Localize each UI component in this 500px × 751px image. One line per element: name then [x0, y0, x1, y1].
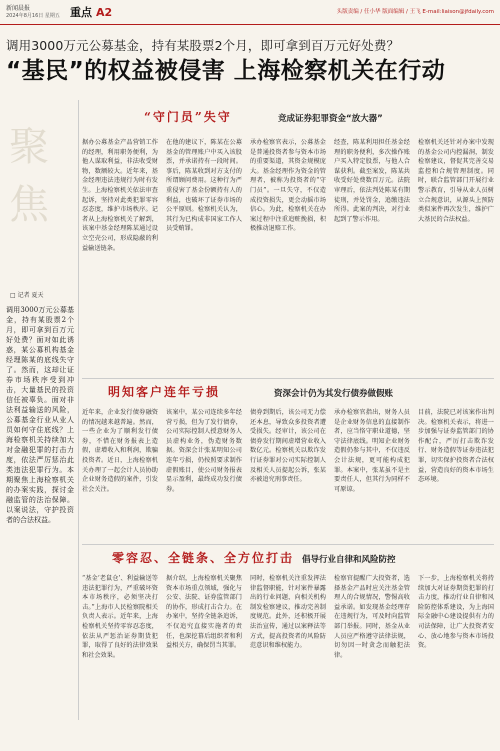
section-subtitle: 倡导行业自律和风险防控 [302, 555, 396, 565]
text-column: 在他的建议下，陈某在公募基金的管理账户中买入该股票，并承诺持有一段时间。事后，陈某收到对方支付的所谓顾问费用。这种行为严重侵害了基金份额持有人的利益，也破坏了证券市场的公平原则。检察机关认为，其行为已构成非国家工作人员受贿罪。 [166, 139, 242, 233]
text-column: 检察官提醒广大投资者，选择基金产品时应关注基金管理人的合规情况，警惕高收益承诺。如发现基金经理存在违规行为，可及时向监管部门举报。同时，基金从业人员应严格遵守法律法规，切勿因一时贪念而触犯法律。 [334, 575, 410, 659]
issue-date: 2024年8月16日 星期五 [6, 13, 60, 19]
column-divider [78, 100, 79, 720]
text-column: 承办检察官指出，财务人员是企业财务信息的直接制作者，应当恪守职业道德，坚守法律底线。明知企业财务造假仍参与其中，不仅违反会计法规，更可能构成犯罪。本案中，张某虽不是主要责任人，但其行为同样不可原谅。 [334, 409, 410, 493]
page-header [0, 0, 500, 25]
article-title: “基民”的权益被侵害 上海检察机关在行动 [6, 58, 446, 84]
text-column: 同时，检察机关注重发挥法律监督职能，针对案件暴露出的行业问题，向相关机构制发检察建议，推动完善制度规范。此外，还积极开展法治宣传，通过以案释法等方式，提高投资者的风险防范意识和维权能力。 [250, 575, 326, 650]
text-column: 近年来，企业发行债券融资的情况越来越普遍。然而，一些企业为了顺利发行债券，不惜在财务报表上造假，虚增收入和利润，欺骗投资者。近日，上海检察机关办理了一起会计人员协助企业财务造假的案件，引发社会关注。 [82, 409, 158, 493]
text-column: 债券到期后，该公司无力偿还本息，导致众多投资者遭受损失。经审计，该公司在债券发行期间虚增营业收入数亿元。检察机关以欺诈发行证券罪对公司实际控制人及相关人员提起公诉，张某亦被追究刑事责任。 [250, 409, 326, 484]
byline: □ 记者 夏天 [10, 292, 44, 299]
section-body-2 [82, 408, 494, 538]
section-subtitle: 竞成证券犯罪资金“放大器” [278, 114, 383, 124]
section-band-3 [82, 544, 494, 567]
section-body-3 [82, 574, 494, 744]
text-column: 下一步，上海检察机关将持续加大对证券期货犯罪的打击力度，推动行业自律和风险防控体系建设，为上海国际金融中心建设提供有力的司法保障，让广大投资者安心、放心地参与资本市场投资。 [418, 575, 494, 650]
section-band-2 [82, 378, 494, 401]
decorative-heading [6, 118, 52, 258]
paper-name: 新闻晨报 [6, 5, 31, 12]
text-column: 该案中，某公司连续多年经营亏损，但为了发行债券，公司实际控制人授意财务人员虚构业务，伪造财务数据。资深会计张某明知公司连年亏损，仍按照要求制作虚假账目，使公司财务报表显示盈利，最终成功发行债券。 [166, 409, 242, 493]
page-number: A2 [96, 6, 113, 19]
editor-line: 头版责编 / 任小华 版面编辑 / 王飞 E-mail:liaison@jfdaily.com [336, 9, 494, 15]
text-column: 承办检察官表示，公募基金是普通投资者参与资本市场的重要渠道，其资金规模庞大。基金经理作为资金的管理者，被称为投资者的“守门员”。一旦失守，不仅造成投资损失，更会动摇市场信心。为此，检察机关在办案过程中注重追赃挽损，积极推动退赔工作。 [250, 139, 326, 233]
text-column: 检察机关还针对办案中发现的基金公司内控漏洞，制发检察建议，督促其完善交易监控和合规管理制度。同时，联合监管部门开展行业警示教育，引导从业人员树立合规意识，从源头上预防类似案件再次发生，维护广大基民的合法权益。 [418, 139, 494, 223]
section-band-1 [82, 104, 494, 126]
section-title: 零容忍、全链条、全方位打击 [112, 551, 295, 565]
section-title: “守门员”失守 [144, 110, 232, 124]
text-column: 经查，陈某利用担任基金经理的职务便利，多次操作账户买入特定股票，与他人合谋获利。截至案发，陈某共收受好处费数百万元。法院审理后，依法判处陈某有期徒刑，并处罚金，追缴违法所得。此案的判决，对行业起到了警示作用。 [334, 139, 410, 223]
text-column: “基金‘老鼠仓’、利益输送等违法犯罪行为，严重破坏资本市场秩序，必须坚决打击。”上海市人民检察院相关负责人表示。近年来，上海检察机关坚持零容忍态度，依法从严惩治证券期货犯罪，取得了良好的法律效果和社会效果。 [82, 575, 158, 659]
text-column: 据办公募基金产品营销工作的经理，利用职务便利，为他人谋取利益，非法收受财物，数额较大。近年来，基金经理违法违规行为时有发生。上海检察机关依法审查起诉，坚持对此类犯罪零容忍态度，维护市场秩序。记者从上海检察机关了解到，该案中基金经理陈某通过设立空壳公司，形成隐蔽的利益输送链条。 [82, 139, 158, 252]
side-char: 聚 [9, 124, 49, 170]
section-body-1 [82, 138, 494, 370]
side-char: 焦 [9, 182, 49, 228]
text-column: 目前，法院已对该案作出判决。检察机关表示，将进一步加强与证券监管部门的协作配合，严厉打击欺诈发行、财务造假等证券违法犯罪，切实保护投资者合法权益，营造良好的资本市场生态环境。 [418, 409, 494, 484]
article-subtitle: 调用3000万元公募基金，持有某股票2个月，即可拿到百万元好处费？ [6, 38, 400, 53]
section-label: 重点 A2 [70, 6, 113, 19]
section-title: 明知客户连年亏损 [108, 385, 221, 399]
lead-paragraph: 调用3000万元公募基金，持有某股票2个月，即可拿到百万元好处费？面对如此诱惑，某公募机构基金经理陈某的底线失守了。然而，这却让证券市场秩序受到冲击，大量基民的投资信任被辜负。面对非法利益输送的风险，公募基金行业从业人员如何守住底线？上海检察机关持续加大对金融犯罪的打击力度，依法严厉惩治此类违法犯罪行为。本期聚焦上海检察机关的办案实践，探讨金融监管的法治保障。以案说法，守护投资者的合法权益。 [6, 306, 74, 524]
text-column: 据介绍，上海检察机关聚焦资本市场重点领域，强化与公安、法院、证券监管部门的协作，形成打击合力。在办案中，坚持全链条追诉，不仅追究直接实施者的责任，也深挖幕后组织者和利益相关方，确保罚当其罪。 [166, 575, 242, 650]
section-subtitle: 资深会计仍为其发行债券做假账 [274, 389, 394, 399]
